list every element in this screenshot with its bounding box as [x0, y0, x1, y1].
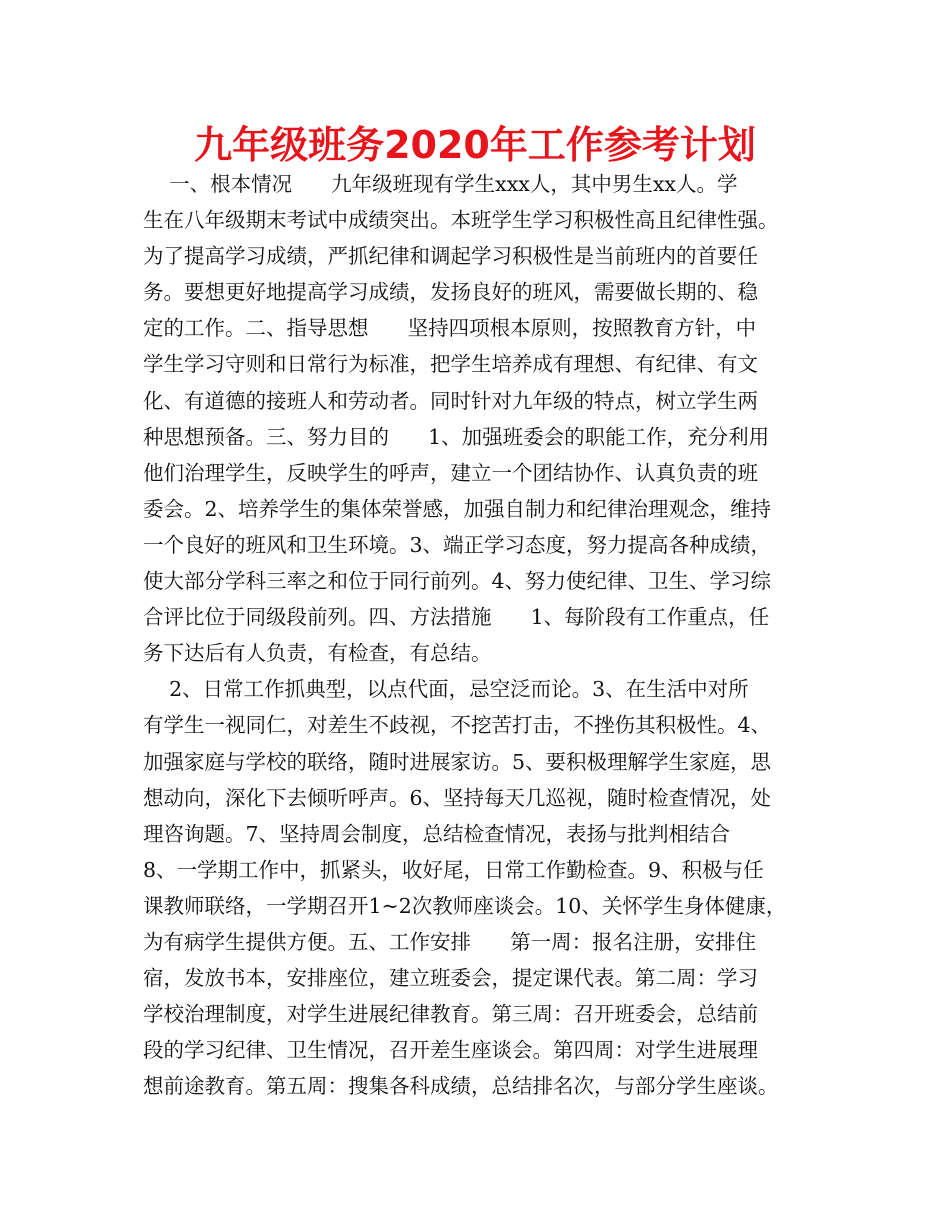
document-title: 九年级班务2020年工作参考计划 [194, 123, 756, 167]
paragraph-line: 理咨询题。7、坚持周会制度，总结检查情况，表扬与批判相结合 [143, 821, 731, 846]
paragraph-line: 2、日常工作抓典型，以点代面，忌空泛而论。3、在生活中对所 [143, 677, 749, 702]
paragraph-line: 定的工作。二、指导思想 坚持四项根本原则，按照教育方针，中 [143, 316, 757, 341]
paragraph-line: 委会。2、培养学生的集体荣誉感，加强自制力和纪律治理观念，维持 [143, 496, 772, 521]
paragraph-line: 想动向，深化下去倾听呼声。6、坚持每天几巡视，随时检查情况，处 [143, 785, 772, 810]
paragraph-line: 段的学习纪律、卫生情况，召开差生座谈会。第四周：对学生进展理 [143, 1038, 758, 1063]
paragraph-line: 课教师联络，一学期召开1~2次教师座谈会。10、关怀学生身体健康， [143, 893, 787, 918]
paragraph-line: 他们治理学生，反映学生的呼声，建立一个团结协作、认真负责的班 [143, 460, 758, 485]
paragraph-line: 务。要想更好地提高学习成绩，发扬良好的班风，需要做长期的、稳 [143, 280, 758, 305]
paragraph-line: 为有病学生提供方便。五、工作安排 第一周：报名注册，安排住 [143, 929, 757, 954]
paragraph-line: 生在八年级期末考试中成绩突出。本班学生学习积极性高且纪律性强。 [143, 208, 779, 233]
paragraph-line: 为了提高学习成绩，严抓纪律和调起学习积极性是当前班内的首要任 [143, 244, 758, 269]
paragraph-line: 种思想预备。三、努力目的 1、加强班委会的职能工作，充分利用 [143, 424, 770, 449]
paragraph-line: 一个良好的班风和卫生环境。3、端正学习态度，努力提高各种成绩， [143, 532, 772, 557]
paragraph-line: 务下达后有人负责，有检查，有总结。 [143, 641, 492, 666]
paragraph-line: 使大部分学科三率之和位于同行前列。4、努力使纪律、卫生、学习综 [143, 569, 772, 594]
paragraph-line: 一、根本情况 九年级班现有学生xxx人，其中男生xx人。学 [143, 172, 738, 196]
paragraph-line: 学生学习守则和日常行为标准，把学生培养成有理想、有纪律、有文 [143, 352, 758, 377]
paragraph-line: 想前途教育。第五周：搜集各科成绩，总结排名次，与部分学生座谈。 [143, 1074, 779, 1099]
paragraph-line: 有学生一视同仁，对差生不歧视，不挖苦打击，不挫伤其积极性。4、 [143, 713, 772, 738]
paragraph-line: 8、一学期工作中，抓紧头，收好尾，日常工作勤检查。9、积极与任 [143, 857, 764, 882]
paragraph-line: 加强家庭与学校的联络，随时进展家访。5、要积极理解学生家庭，思 [143, 749, 772, 774]
paragraph-line: 化、有道德的接班人和劳动者。同时针对九年级的特点，树立学生两 [143, 388, 758, 413]
paragraph-line: 学校治理制度，对学生进展纪律教育。第三周：召开班委会，总结前 [143, 1002, 758, 1027]
paragraph-line: 宿，发放书本，安排座位，建立班委会，提定课代表。第二周：学习 [143, 966, 758, 991]
paragraph-line: 合评比位于同级段前列。四、方法措施 1、每阶段有工作重点，任 [143, 605, 770, 630]
document-body [143, 166, 833, 1104]
